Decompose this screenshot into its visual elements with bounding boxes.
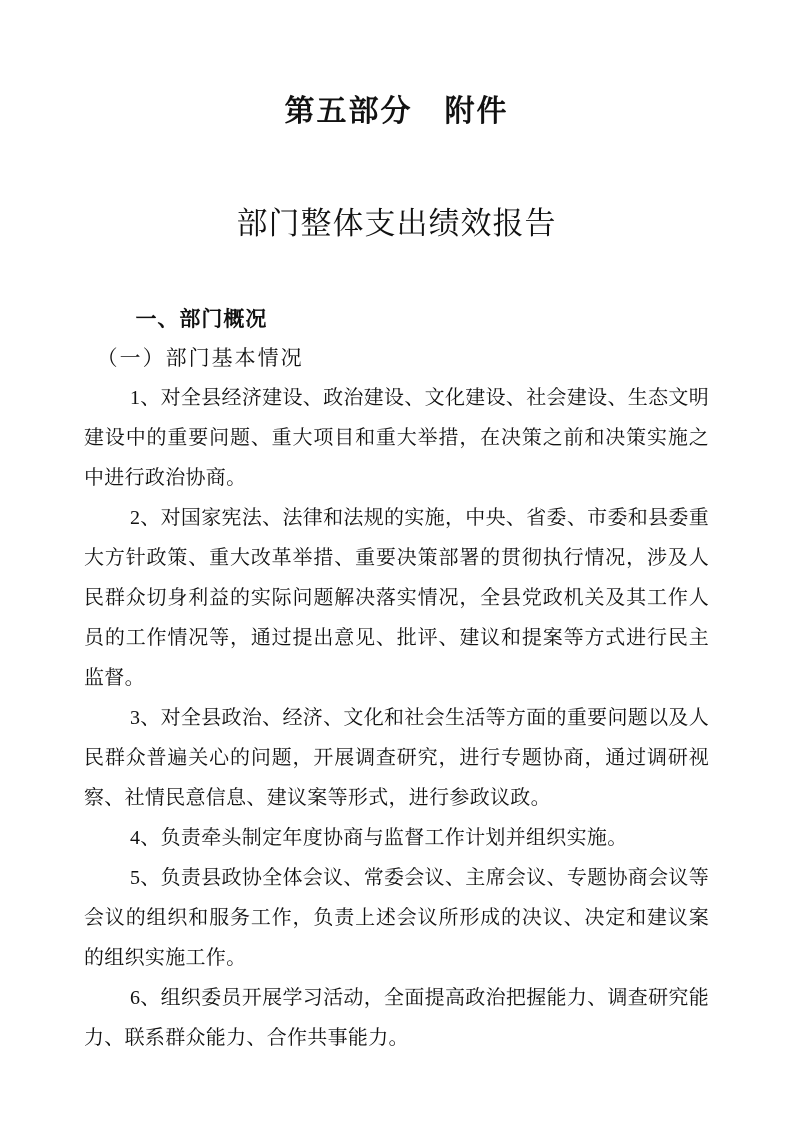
part-title: 第五部分 附件 — [284, 95, 509, 128]
body-paragraph-2: 2、对国家宪法、法律和法规的实施，中央、省委、市委和县委重大方针政策、重大改革举措、重要决策部署的贯彻执行情况，涉及人民群众切身利益的实际问题解决落实情况，全县党政机关及其工作人员的工作情况等，通过提出意见、批评、建议和提案等方式进行民主监督。 — [84, 507, 709, 689]
section-heading: 一、部门概况 — [135, 307, 268, 331]
body-paragraph-3: 3、对全县政治、经济、文化和社会生活等方面的重要问题以及人民群众普遍关心的问题，开展调查研究，进行专题协商，通过调研视察、社情民意信息、建议案等形式，进行参政议政。 — [84, 707, 709, 809]
report-title: 部门整体支出绩效报告 — [236, 206, 557, 241]
body-paragraph-6: 6、组织委员开展学习活动，全面提高政治把握能力、调查研究能力、联系群众能力、合作共事能力。 — [84, 987, 709, 1049]
body-paragraph-1: 1、对全县经济建设、政治建设、文化建设、社会建设、生态文明建设中的重要问题、重大项目和重大举措，在决策之前和决策实施之中进行政治协商。 — [84, 387, 709, 489]
body-paragraph-5: 5、负责县政协全体会议、常委会议、主席会议、专题协商会议等会议的组织和服务工作，负责上述会议所形成的决议、决定和建议案的组织实施工作。 — [84, 867, 709, 969]
subsection-heading: （一）部门基本情况 — [96, 346, 304, 370]
body-paragraph-4: 4、负责牵头制定年度协商与监督工作计划并组织实施。 — [130, 827, 628, 849]
